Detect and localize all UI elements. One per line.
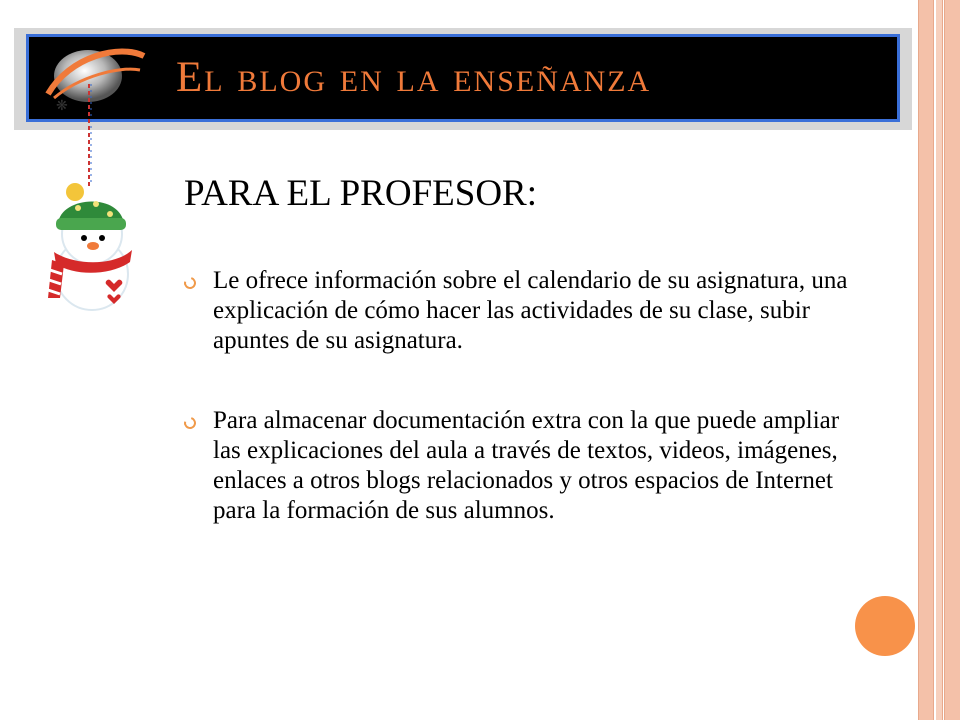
decor-stripe bbox=[944, 0, 960, 720]
slide-title: El blog en la enseñanza bbox=[176, 54, 652, 101]
svg-text:❋: ❋ bbox=[56, 98, 68, 114]
accent-dot bbox=[855, 596, 915, 656]
bullet-item bbox=[184, 266, 854, 356]
decor-stripe bbox=[918, 0, 934, 720]
decor-stripe bbox=[936, 0, 943, 720]
bullet-item bbox=[184, 406, 854, 526]
bullet-text: Para almacenar documentación extra con la que puede ampliar las explicaciones del aula a través de textos, videos, imágenes, enlaces a otros blogs relacionados y otros espacios de Internet para la formación de sus alumnos. bbox=[213, 407, 840, 524]
snowman-ornament-icon bbox=[30, 84, 140, 314]
ring-bullet-icon bbox=[182, 275, 198, 291]
ring-bullet-icon bbox=[182, 415, 198, 431]
bullet-list bbox=[184, 266, 854, 576]
section-heading: PARA EL PROFESOR: bbox=[184, 173, 537, 214]
bullet-text: Le ofrece información sobre el calendario de su asignatura, una explicación de cómo hacer las actividades de su clase, subir apuntes de su asignatura. bbox=[213, 267, 848, 354]
